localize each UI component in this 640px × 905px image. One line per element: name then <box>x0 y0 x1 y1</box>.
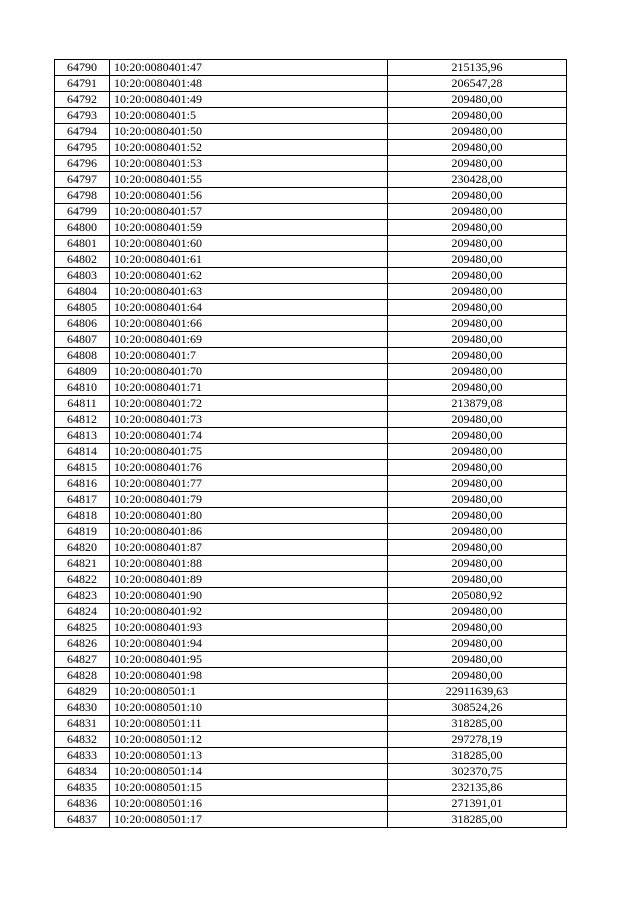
table-row <box>55 284 567 300</box>
row-number-cell: 64810 <box>55 380 110 396</box>
row-number-cell: 64817 <box>55 492 110 508</box>
row-number-cell: 64791 <box>55 76 110 92</box>
value-cell: 209480,00 <box>388 156 567 172</box>
row-number-cell: 64830 <box>55 700 110 716</box>
cadastral-number-cell: 10:20:0080401:66 <box>110 316 388 332</box>
row-number-cell: 64835 <box>55 780 110 796</box>
cadastral-number-cell: 10:20:0080501:1 <box>110 684 388 700</box>
row-number-cell: 64822 <box>55 572 110 588</box>
table-row <box>55 668 567 684</box>
row-number-cell: 64807 <box>55 332 110 348</box>
table-row <box>55 156 567 172</box>
value-cell: 215135,96 <box>388 60 567 76</box>
table-row <box>55 204 567 220</box>
table-row <box>55 412 567 428</box>
cadastral-number-cell: 10:20:0080401:56 <box>110 188 388 204</box>
row-number-cell: 64797 <box>55 172 110 188</box>
table-row <box>55 652 567 668</box>
row-number-cell: 64816 <box>55 476 110 492</box>
cadastral-number-cell: 10:20:0080401:62 <box>110 268 388 284</box>
cadastral-number-cell: 10:20:0080501:13 <box>110 748 388 764</box>
cadastral-number-cell: 10:20:0080401:93 <box>110 620 388 636</box>
table-row <box>55 636 567 652</box>
row-number-cell: 64831 <box>55 716 110 732</box>
value-cell: 209480,00 <box>388 492 567 508</box>
row-number-cell: 64796 <box>55 156 110 172</box>
value-cell: 302370,75 <box>388 764 567 780</box>
row-number-cell: 64833 <box>55 748 110 764</box>
table-row <box>55 540 567 556</box>
value-cell: 209480,00 <box>388 204 567 220</box>
value-cell: 209480,00 <box>388 460 567 476</box>
table-row <box>55 716 567 732</box>
row-number-cell: 64809 <box>55 364 110 380</box>
value-cell: 209480,00 <box>388 140 567 156</box>
value-cell: 209480,00 <box>388 668 567 684</box>
value-cell: 209480,00 <box>388 364 567 380</box>
value-cell: 318285,00 <box>388 748 567 764</box>
value-cell: 205080,92 <box>388 588 567 604</box>
table-row <box>55 140 567 156</box>
cadastral-number-cell: 10:20:0080401:79 <box>110 492 388 508</box>
value-cell: 209480,00 <box>388 380 567 396</box>
cadastral-number-cell: 10:20:0080401:75 <box>110 444 388 460</box>
table-row <box>55 396 567 412</box>
value-cell: 206547,28 <box>388 76 567 92</box>
row-number-cell: 64812 <box>55 412 110 428</box>
cadastral-number-cell: 10:20:0080401:64 <box>110 300 388 316</box>
table-row <box>55 332 567 348</box>
table-row <box>55 812 567 828</box>
cadastral-number-cell: 10:20:0080401:50 <box>110 124 388 140</box>
table-row <box>55 508 567 524</box>
row-number-cell: 64805 <box>55 300 110 316</box>
table-row <box>55 220 567 236</box>
row-number-cell: 64806 <box>55 316 110 332</box>
row-number-cell: 64824 <box>55 604 110 620</box>
table-row <box>55 92 567 108</box>
row-number-cell: 64801 <box>55 236 110 252</box>
value-cell: 209480,00 <box>388 236 567 252</box>
cadastral-number-cell: 10:20:0080401:7 <box>110 348 388 364</box>
cadastral-number-cell: 10:20:0080401:57 <box>110 204 388 220</box>
cadastral-number-cell: 10:20:0080401:89 <box>110 572 388 588</box>
cadastral-number-cell: 10:20:0080401:55 <box>110 172 388 188</box>
row-number-cell: 64815 <box>55 460 110 476</box>
table-row <box>55 556 567 572</box>
cadastral-value-table <box>54 59 567 828</box>
value-cell: 209480,00 <box>388 620 567 636</box>
cadastral-number-cell: 10:20:0080401:88 <box>110 556 388 572</box>
table-row <box>55 124 567 140</box>
table-row <box>55 524 567 540</box>
cadastral-number-cell: 10:20:0080501:12 <box>110 732 388 748</box>
row-number-cell: 64829 <box>55 684 110 700</box>
cadastral-number-cell: 10:20:0080401:59 <box>110 220 388 236</box>
value-cell: 209480,00 <box>388 284 567 300</box>
table-row <box>55 364 567 380</box>
value-cell: 209480,00 <box>388 332 567 348</box>
table-row <box>55 268 567 284</box>
table-row <box>55 588 567 604</box>
value-cell: 209480,00 <box>388 188 567 204</box>
table-row <box>55 684 567 700</box>
value-cell: 209480,00 <box>388 540 567 556</box>
cadastral-number-cell: 10:20:0080401:73 <box>110 412 388 428</box>
table-row <box>55 380 567 396</box>
row-number-cell: 64819 <box>55 524 110 540</box>
value-cell: 318285,00 <box>388 716 567 732</box>
cadastral-number-cell: 10:20:0080401:63 <box>110 284 388 300</box>
value-cell: 209480,00 <box>388 652 567 668</box>
cadastral-number-cell: 10:20:0080401:98 <box>110 668 388 684</box>
row-number-cell: 64825 <box>55 620 110 636</box>
value-cell: 209480,00 <box>388 428 567 444</box>
row-number-cell: 64823 <box>55 588 110 604</box>
table-row <box>55 108 567 124</box>
table-row <box>55 76 567 92</box>
cadastral-number-cell: 10:20:0080401:80 <box>110 508 388 524</box>
table-row <box>55 172 567 188</box>
row-number-cell: 64811 <box>55 396 110 412</box>
cadastral-number-cell: 10:20:0080401:86 <box>110 524 388 540</box>
table-row <box>55 780 567 796</box>
cadastral-number-cell: 10:20:0080401:71 <box>110 380 388 396</box>
cadastral-number-cell: 10:20:0080401:77 <box>110 476 388 492</box>
row-number-cell: 64808 <box>55 348 110 364</box>
cadastral-number-cell: 10:20:0080501:17 <box>110 812 388 828</box>
cadastral-number-cell: 10:20:0080401:47 <box>110 60 388 76</box>
table-row <box>55 444 567 460</box>
row-number-cell: 64800 <box>55 220 110 236</box>
value-cell: 209480,00 <box>388 556 567 572</box>
cadastral-number-cell: 10:20:0080401:5 <box>110 108 388 124</box>
table-row <box>55 748 567 764</box>
table-row <box>55 476 567 492</box>
table-row <box>55 60 567 76</box>
value-cell: 271391,01 <box>388 796 567 812</box>
row-number-cell: 64802 <box>55 252 110 268</box>
cadastral-number-cell: 10:20:0080501:10 <box>110 700 388 716</box>
cadastral-number-cell: 10:20:0080401:76 <box>110 460 388 476</box>
value-cell: 209480,00 <box>388 604 567 620</box>
value-cell: 209480,00 <box>388 316 567 332</box>
row-number-cell: 64827 <box>55 652 110 668</box>
table-row <box>55 252 567 268</box>
row-number-cell: 64832 <box>55 732 110 748</box>
row-number-cell: 64821 <box>55 556 110 572</box>
cadastral-number-cell: 10:20:0080401:60 <box>110 236 388 252</box>
table-row <box>55 572 567 588</box>
row-number-cell: 64798 <box>55 188 110 204</box>
value-cell: 209480,00 <box>388 524 567 540</box>
cadastral-number-cell: 10:20:0080401:90 <box>110 588 388 604</box>
value-cell: 209480,00 <box>388 636 567 652</box>
value-cell: 308524,26 <box>388 700 567 716</box>
cadastral-number-cell: 10:20:0080401:72 <box>110 396 388 412</box>
value-cell: 209480,00 <box>388 108 567 124</box>
cadastral-number-cell: 10:20:0080401:87 <box>110 540 388 556</box>
cadastral-number-cell: 10:20:0080401:94 <box>110 636 388 652</box>
table-row <box>55 460 567 476</box>
value-cell: 209480,00 <box>388 300 567 316</box>
row-number-cell: 64803 <box>55 268 110 284</box>
row-number-cell: 64834 <box>55 764 110 780</box>
table-row <box>55 492 567 508</box>
value-cell: 209480,00 <box>388 412 567 428</box>
row-number-cell: 64826 <box>55 636 110 652</box>
table-row <box>55 604 567 620</box>
table-row <box>55 316 567 332</box>
table-row <box>55 732 567 748</box>
table-row <box>55 764 567 780</box>
value-cell: 209480,00 <box>388 268 567 284</box>
row-number-cell: 64799 <box>55 204 110 220</box>
row-number-cell: 64814 <box>55 444 110 460</box>
value-cell: 318285,00 <box>388 812 567 828</box>
row-number-cell: 64837 <box>55 812 110 828</box>
value-cell: 213879,08 <box>388 396 567 412</box>
value-cell: 209480,00 <box>388 476 567 492</box>
cadastral-number-cell: 10:20:0080401:70 <box>110 364 388 380</box>
cadastral-number-cell: 10:20:0080501:11 <box>110 716 388 732</box>
value-cell: 209480,00 <box>388 92 567 108</box>
value-cell: 209480,00 <box>388 444 567 460</box>
row-number-cell: 64790 <box>55 60 110 76</box>
value-cell: 209480,00 <box>388 508 567 524</box>
cadastral-number-cell: 10:20:0080501:16 <box>110 796 388 812</box>
value-cell: 232135,86 <box>388 780 567 796</box>
row-number-cell: 64792 <box>55 92 110 108</box>
table-row <box>55 348 567 364</box>
cadastral-number-cell: 10:20:0080501:14 <box>110 764 388 780</box>
table-body <box>55 60 567 828</box>
row-number-cell: 64818 <box>55 508 110 524</box>
table-row <box>55 700 567 716</box>
table-row <box>55 796 567 812</box>
value-cell: 209480,00 <box>388 252 567 268</box>
value-cell: 209480,00 <box>388 348 567 364</box>
cadastral-number-cell: 10:20:0080501:15 <box>110 780 388 796</box>
cadastral-number-cell: 10:20:0080401:95 <box>110 652 388 668</box>
value-cell: 297278,19 <box>388 732 567 748</box>
cadastral-number-cell: 10:20:0080401:48 <box>110 76 388 92</box>
table-row <box>55 188 567 204</box>
row-number-cell: 64828 <box>55 668 110 684</box>
cadastral-number-cell: 10:20:0080401:74 <box>110 428 388 444</box>
row-number-cell: 64813 <box>55 428 110 444</box>
row-number-cell: 64794 <box>55 124 110 140</box>
cadastral-number-cell: 10:20:0080401:61 <box>110 252 388 268</box>
table-row <box>55 620 567 636</box>
cadastral-number-cell: 10:20:0080401:69 <box>110 332 388 348</box>
value-cell: 22911639,63 <box>388 684 567 700</box>
row-number-cell: 64804 <box>55 284 110 300</box>
table-row <box>55 428 567 444</box>
value-cell: 209480,00 <box>388 220 567 236</box>
value-cell: 209480,00 <box>388 124 567 140</box>
row-number-cell: 64793 <box>55 108 110 124</box>
cadastral-number-cell: 10:20:0080401:53 <box>110 156 388 172</box>
cadastral-number-cell: 10:20:0080401:92 <box>110 604 388 620</box>
row-number-cell: 64836 <box>55 796 110 812</box>
table-row <box>55 236 567 252</box>
cadastral-number-cell: 10:20:0080401:49 <box>110 92 388 108</box>
row-number-cell: 64820 <box>55 540 110 556</box>
value-cell: 230428,00 <box>388 172 567 188</box>
value-cell: 209480,00 <box>388 572 567 588</box>
cadastral-number-cell: 10:20:0080401:52 <box>110 140 388 156</box>
row-number-cell: 64795 <box>55 140 110 156</box>
table-row <box>55 300 567 316</box>
